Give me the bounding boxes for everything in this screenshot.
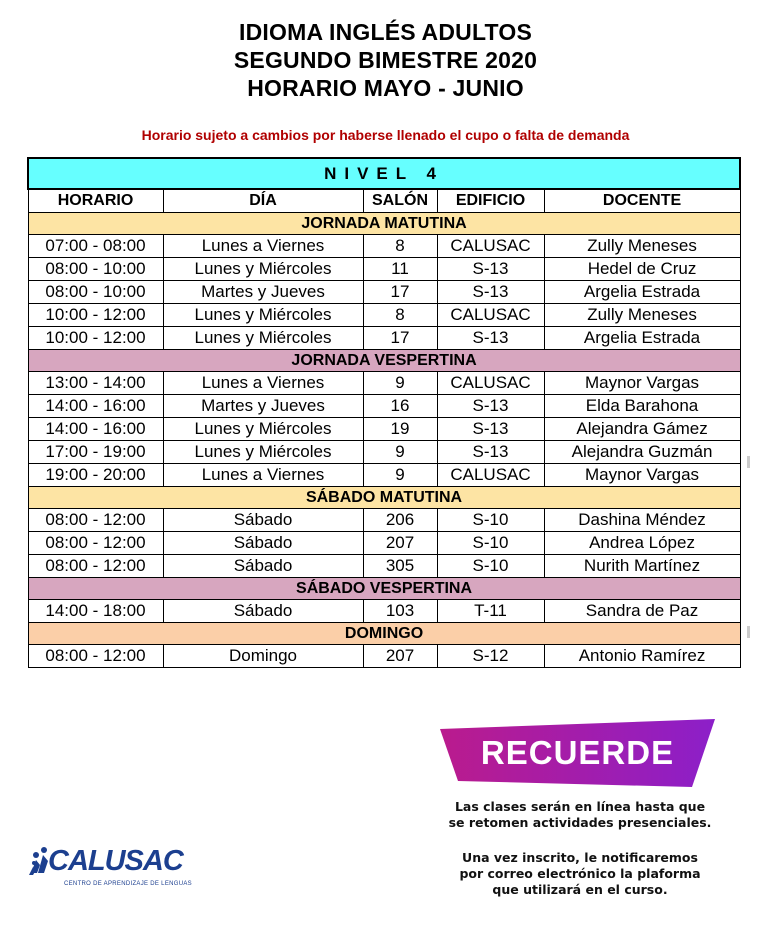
cell-dia: Lunes a Viernes	[163, 372, 363, 395]
section-title: SÁBADO MATUTINA	[28, 487, 740, 509]
level-row	[28, 158, 740, 189]
cell-dia: Martes y Jueves	[163, 395, 363, 418]
cell-salon: 9	[363, 441, 437, 464]
cell-dia: Lunes a Viernes	[163, 235, 363, 258]
logo-subtitle: CENTRO DE APRENDIZAJE DE LENGUAS	[64, 881, 192, 887]
section-title: JORNADA MATUTINA	[28, 213, 740, 235]
calusac-logo	[28, 843, 192, 895]
cell-salon: 305	[363, 555, 437, 578]
table-row	[28, 645, 740, 668]
cell-docente: Nurith Martínez	[544, 555, 740, 578]
cell-dia: Lunes a Viernes	[163, 464, 363, 487]
cell-docente: Argelia Estrada	[544, 281, 740, 304]
level-title: NIVEL 4	[28, 158, 740, 189]
cell-dia: Lunes y Miércoles	[163, 258, 363, 281]
cell-docente: Dashina Méndez	[544, 509, 740, 532]
table-row	[28, 395, 740, 418]
cell-edificio: S-13	[437, 418, 544, 441]
cell-dia: Sábado	[163, 532, 363, 555]
online-note-line-1: Las clases serán en línea hasta que	[454, 799, 706, 814]
cell-docente: Sandra de Paz	[544, 600, 740, 623]
cell-salon: 9	[363, 372, 437, 395]
cell-horario: 08:00 - 12:00	[28, 532, 163, 555]
cell-dia: Sábado	[163, 555, 363, 578]
cell-salon: 19	[363, 418, 437, 441]
cell-dia: Sábado	[163, 600, 363, 623]
cell-edificio: S-10	[437, 509, 544, 532]
cell-docente: Maynor Vargas	[544, 464, 740, 487]
title-line-1: IDIOMA INGLÉS ADULTOS	[239, 19, 532, 45]
cell-salon: 207	[363, 532, 437, 555]
table-row	[28, 441, 740, 464]
cell-horario: 08:00 - 10:00	[28, 281, 163, 304]
cell-horario: 13:00 - 14:00	[28, 372, 163, 395]
cell-dia: Sábado	[163, 509, 363, 532]
table-row	[28, 304, 740, 327]
table-row	[28, 509, 740, 532]
section-header-row	[28, 578, 740, 600]
online-note-line-2: se retomen actividades presenciales.	[448, 815, 712, 830]
cell-docente: Argelia Estrada	[544, 327, 740, 350]
section-title: SÁBADO VESPERTINA	[28, 578, 740, 600]
cell-edificio: S-13	[437, 441, 544, 464]
cell-edificio: S-13	[437, 395, 544, 418]
section-header-row	[28, 487, 740, 509]
col-dia: DÍA	[163, 189, 363, 213]
cell-dia: Lunes y Miércoles	[163, 327, 363, 350]
col-salon: SALÓN	[363, 189, 437, 213]
cell-salon: 16	[363, 395, 437, 418]
cell-edificio: S-10	[437, 555, 544, 578]
recuerde-label: RECUERDE	[480, 734, 675, 771]
cell-dia: Martes y Jueves	[163, 281, 363, 304]
cell-edificio: S-10	[437, 532, 544, 555]
cell-horario: 14:00 - 16:00	[28, 418, 163, 441]
table-row	[28, 372, 740, 395]
table-row	[28, 258, 740, 281]
cell-edificio: T-11	[437, 600, 544, 623]
title-line-3: HORARIO MAYO - JUNIO	[247, 75, 524, 101]
section-title: JORNADA VESPERTINA	[28, 350, 740, 372]
table-row	[28, 327, 740, 350]
cell-edificio: S-12	[437, 645, 544, 668]
table-row	[28, 532, 740, 555]
cell-horario: 17:00 - 19:00	[28, 441, 163, 464]
cell-docente: Alejandra Gámez	[544, 418, 740, 441]
cell-salon: 207	[363, 645, 437, 668]
cell-docente: Zully Meneses	[544, 304, 740, 327]
cell-docente: Hedel de Cruz	[544, 258, 740, 281]
cell-salon: 17	[363, 281, 437, 304]
cell-docente: Andrea López	[544, 532, 740, 555]
notification-line-2: por correo electrónico la plaforma	[459, 866, 701, 881]
edge-marker	[747, 626, 750, 638]
notification-line-3: que utilizará en el curso.	[492, 882, 668, 897]
table-row	[28, 464, 740, 487]
cell-salon: 9	[363, 464, 437, 487]
schedule-table	[27, 157, 741, 668]
cell-horario: 07:00 - 08:00	[28, 235, 163, 258]
section-header-row	[28, 350, 740, 372]
cell-horario: 14:00 - 16:00	[28, 395, 163, 418]
table-row	[28, 235, 740, 258]
cell-dia: Lunes y Miércoles	[163, 418, 363, 441]
cell-horario: 10:00 - 12:00	[28, 327, 163, 350]
cell-salon: 206	[363, 509, 437, 532]
cell-edificio: S-13	[437, 327, 544, 350]
cell-horario: 19:00 - 20:00	[28, 464, 163, 487]
cell-horario: 10:00 - 12:00	[28, 304, 163, 327]
section-header-row	[28, 213, 740, 235]
cell-edificio: S-13	[437, 258, 544, 281]
online-classes-note	[425, 799, 735, 831]
cell-dia: Domingo	[163, 645, 363, 668]
cell-horario: 14:00 - 18:00	[28, 600, 163, 623]
table-row	[28, 281, 740, 304]
schedule-notice: Horario sujeto a cambios por haberse llenado el cupo o falta de demanda	[141, 127, 630, 143]
section-header-row	[28, 623, 740, 645]
cell-docente: Alejandra Guzmán	[544, 441, 740, 464]
cell-salon: 11	[363, 258, 437, 281]
page-header	[0, 18, 771, 102]
table-row	[28, 555, 740, 578]
cell-horario: 08:00 - 12:00	[28, 555, 163, 578]
cell-edificio: CALUSAC	[437, 464, 544, 487]
cell-horario: 08:00 - 12:00	[28, 645, 163, 668]
logo-wordmark: CALUSAC	[48, 845, 183, 877]
section-title: DOMINGO	[28, 623, 740, 645]
cell-edificio: S-13	[437, 281, 544, 304]
table-row	[28, 418, 740, 441]
cell-salon: 8	[363, 304, 437, 327]
cell-salon: 103	[363, 600, 437, 623]
column-header-row	[28, 189, 740, 213]
cell-docente: Antonio Ramírez	[544, 645, 740, 668]
cell-dia: Lunes y Miércoles	[163, 304, 363, 327]
cell-horario: 08:00 - 10:00	[28, 258, 163, 281]
cell-salon: 8	[363, 235, 437, 258]
recuerde-banner	[440, 719, 715, 787]
cell-docente: Maynor Vargas	[544, 372, 740, 395]
col-edificio: EDIFICIO	[437, 189, 544, 213]
col-horario: HORARIO	[28, 189, 163, 213]
notification-line-1: Una vez inscrito, le notificaremos	[462, 850, 698, 865]
notification-note	[425, 850, 735, 898]
cell-salon: 17	[363, 327, 437, 350]
edge-marker	[747, 456, 750, 468]
cell-dia: Lunes y Miércoles	[163, 441, 363, 464]
cell-horario: 08:00 - 12:00	[28, 509, 163, 532]
table-row	[28, 600, 740, 623]
cell-edificio: CALUSAC	[437, 235, 544, 258]
title-line-2: SEGUNDO BIMESTRE 2020	[233, 47, 538, 73]
col-docente: DOCENTE	[544, 189, 740, 213]
cell-docente: Elda Barahona	[544, 395, 740, 418]
cell-docente: Zully Meneses	[544, 235, 740, 258]
cell-edificio: CALUSAC	[437, 372, 544, 395]
cell-edificio: CALUSAC	[437, 304, 544, 327]
